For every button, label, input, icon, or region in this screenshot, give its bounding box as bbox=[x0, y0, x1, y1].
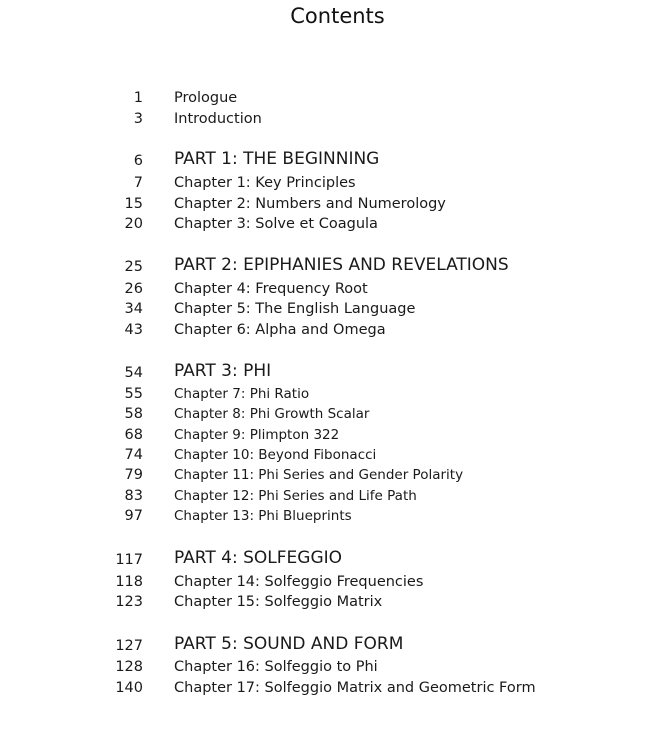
toc-entry-label: Chapter 16: Solfeggio to Phi bbox=[174, 659, 378, 675]
toc-entry-introduction bbox=[0, 111, 660, 131]
toc-entry-chapter-7 bbox=[0, 386, 660, 406]
toc-entry-label: Chapter 12: Phi Series and Life Path bbox=[174, 488, 417, 504]
toc-page-number: 55 bbox=[124, 386, 143, 402]
toc-page-number: 140 bbox=[115, 680, 143, 696]
toc-entry-chapter-16 bbox=[0, 659, 660, 679]
toc-page-number: 34 bbox=[124, 301, 143, 317]
toc-entry-label: Chapter 6: Alpha and Omega bbox=[174, 322, 386, 338]
toc-entry-chapter-11 bbox=[0, 467, 660, 487]
toc-page-number: 97 bbox=[124, 508, 143, 524]
toc-page-number: 54 bbox=[124, 365, 143, 381]
toc-page-number: 20 bbox=[124, 216, 143, 232]
toc-page-number: 74 bbox=[124, 447, 143, 463]
toc-entry-chapter-13 bbox=[0, 508, 660, 528]
toc-entry-label: Chapter 1: Key Principles bbox=[174, 175, 356, 191]
toc-entry-label: Chapter 8: Phi Growth Scalar bbox=[174, 406, 370, 422]
toc-page-number: 43 bbox=[124, 322, 143, 338]
toc-entry-label: Chapter 4: Frequency Root bbox=[174, 281, 368, 297]
toc-entry-chapter-12 bbox=[0, 488, 660, 508]
toc-page-number: 6 bbox=[133, 153, 143, 169]
toc-entry-label: Chapter 17: Solfeggio Matrix and Geometric Form bbox=[174, 680, 536, 696]
toc-entry-label: Chapter 5: The English Language bbox=[174, 301, 416, 317]
toc-entry-chapter-17 bbox=[0, 680, 660, 700]
toc-page-number: 58 bbox=[124, 406, 143, 422]
toc-entry-label: Chapter 15: Solfeggio Matrix bbox=[174, 594, 383, 610]
toc-page-number: 25 bbox=[124, 259, 143, 275]
toc-entry-label: Chapter 14: Solfeggio Frequencies bbox=[174, 574, 424, 590]
toc-entry-chapter-8 bbox=[0, 406, 660, 426]
toc-page-number: 7 bbox=[133, 175, 143, 191]
page-title: Contents bbox=[290, 4, 385, 28]
toc-entry-label: Chapter 9: Plimpton 322 bbox=[174, 427, 340, 443]
toc-entry-chapter-15 bbox=[0, 594, 660, 614]
toc-entry-label: Chapter 13: Phi Blueprints bbox=[174, 508, 352, 524]
toc-page-number: 3 bbox=[133, 111, 143, 127]
toc-entry-chapter-2 bbox=[0, 196, 660, 216]
toc-page-number: 1 bbox=[133, 90, 143, 106]
toc-part-label: PART 1: THE BEGINNING bbox=[174, 149, 380, 169]
toc-page-number: 117 bbox=[115, 552, 143, 568]
toc-entry-chapter-14 bbox=[0, 574, 660, 594]
toc-entry-label: Chapter 11: Phi Series and Gender Polarity bbox=[174, 467, 464, 483]
toc-part-label: PART 5: SOUND AND FORM bbox=[174, 634, 404, 654]
toc-part-1 bbox=[0, 149, 660, 172]
toc-entry-label: Chapter 10: Beyond Fibonacci bbox=[174, 447, 377, 463]
toc-entry-label: Chapter 7: Phi Ratio bbox=[174, 386, 310, 402]
toc-part-label: PART 4: SOLFEGGIO bbox=[174, 548, 343, 568]
toc-entry-chapter-5 bbox=[0, 301, 660, 321]
toc-entry-prologue bbox=[0, 90, 660, 110]
toc-entry-label: Chapter 2: Numbers and Numerology bbox=[174, 196, 446, 212]
toc-entry-label: Prologue bbox=[174, 90, 238, 106]
toc-part-3 bbox=[0, 361, 660, 384]
toc-part-label: PART 2: EPIPHANIES AND REVELATIONS bbox=[174, 255, 509, 275]
toc-page-number: 118 bbox=[115, 574, 143, 590]
toc-entry-chapter-4 bbox=[0, 281, 660, 301]
toc-page-number: 128 bbox=[115, 659, 143, 675]
toc-part-5 bbox=[0, 634, 660, 657]
toc-part-2 bbox=[0, 255, 660, 278]
toc-part-label: PART 3: PHI bbox=[174, 361, 272, 381]
toc-entry-chapter-9 bbox=[0, 427, 660, 447]
toc-page-number: 68 bbox=[124, 427, 143, 443]
toc-page-number: 15 bbox=[124, 196, 143, 212]
toc-page-number: 127 bbox=[115, 638, 143, 654]
toc-entry-chapter-1 bbox=[0, 175, 660, 195]
toc-entry-label: Introduction bbox=[174, 111, 262, 127]
toc-part-4 bbox=[0, 548, 660, 571]
toc-entry-chapter-3 bbox=[0, 216, 660, 236]
toc-entry-label: Chapter 3: Solve et Coagula bbox=[174, 216, 378, 232]
toc-page-number: 123 bbox=[115, 594, 143, 610]
toc-page-number: 26 bbox=[124, 281, 143, 297]
toc-entry-chapter-6 bbox=[0, 322, 660, 342]
toc-page-number: 83 bbox=[124, 488, 143, 504]
toc-entry-chapter-10 bbox=[0, 447, 660, 467]
toc-page-number: 79 bbox=[124, 467, 143, 483]
